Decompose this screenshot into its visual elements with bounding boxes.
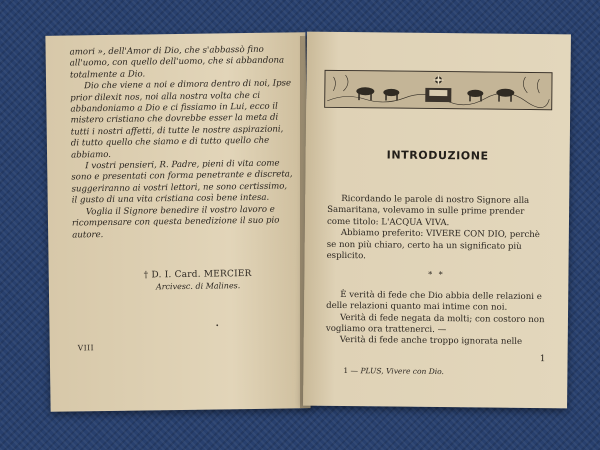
signature-title: Arcivesc. di Malines.: [155, 281, 241, 292]
page-number: 1: [539, 354, 546, 365]
paragraph: Voglia il Signore benedire il vostro lavoro e ricompensare con questa benedizione il suo pio autore.: [71, 204, 280, 240]
left-page-text: [70, 44, 295, 241]
folio: VIII: [77, 343, 95, 353]
paragraph: Verità di fede negata da molti; con costoro non vogliamo ora trattenerci. —: [325, 312, 545, 336]
asterism: * *: [428, 270, 445, 280]
running-footer-title: PLUS, Vivere con Dio.: [360, 366, 444, 377]
chapter-title: INTRODUZIONE: [386, 148, 489, 163]
signature-line: [343, 366, 444, 376]
signature-name: † D. I. Card. MERCIER: [143, 268, 252, 281]
paragraph: Verità di fede anche troppo ignorata nelle: [339, 335, 523, 348]
signature-mark: 1 —: [343, 366, 359, 376]
left-page: [45, 32, 310, 412]
paragraph: Dio che viene a noi e dimora dentro di noi, Ipse prior dilexit nos, noi alla nostra volta che ci abbandoniamo a Dio e ci fissiamo in Lui, ecco il mistero cristiano che dovrebbe esser la meta di tutti i nostri affetti, di tutte le nostre aspirazioni, di tutto quello che siamo e di tutto quello che abbiamo.: [70, 78, 292, 161]
paragraph: Ricordando le parole di nostro Signore alla Samaritana, volevamo in sulle prime prender come titolo: L'ACQUA VIVA.: [326, 193, 530, 228]
right-page-text: [326, 194, 548, 349]
paragraph: È verità di fede che Dio abbia delle relazioni e delle relazioni quanto mai intime con noi.: [326, 289, 542, 313]
paragraph: I vostri pensieri, R. Padre, pieni di vita come sono e presentati con forma penetrante e discreta, suggeriranno ai vostri lettori, ne sono certissimo, il gusto di una vita cristiana così bene intesa.: [71, 158, 293, 206]
decorative-headpiece: [324, 70, 552, 110]
signature-block: [144, 268, 294, 291]
right-page: [303, 32, 571, 409]
printer-mark: •: [215, 322, 220, 330]
paragraph: Abbiamo preferito: VIVERE CON DIO, perchè se non più chiaro, certo ha un significato più esplicito.: [326, 228, 540, 262]
paragraph: amori », dell'Amor di Dio, che s'abbassò fino all'uomo, con quello dell'uomo, che si abbandona totalmente a Dio.: [69, 44, 285, 81]
